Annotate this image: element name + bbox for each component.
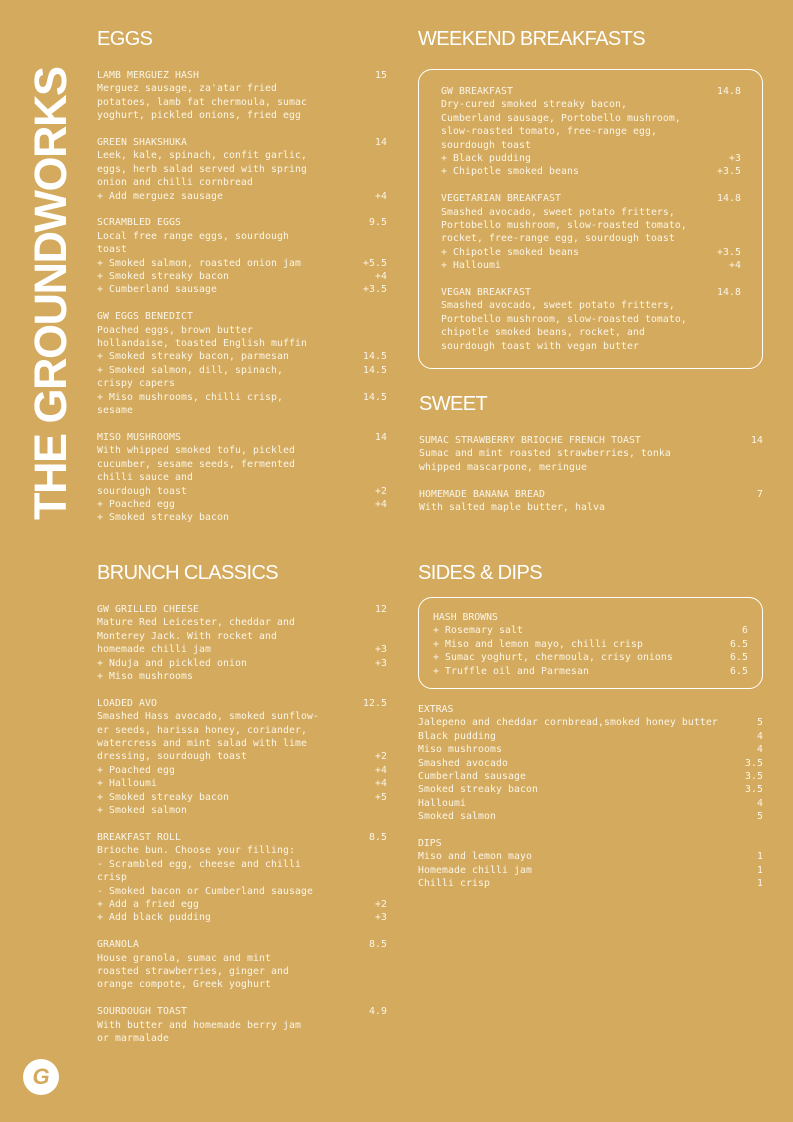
dip-item (418, 850, 763, 863)
item-line-text: toast (97, 244, 127, 256)
item-line-text: er seeds, harissa honey, coriander, (97, 724, 307, 736)
item-line (441, 125, 741, 138)
item-line-price: 14.5 (363, 364, 387, 376)
item-name-price: 14.8 (717, 287, 741, 299)
extra-item (418, 797, 763, 810)
item-name-text: VEGETARIAN BREAKFAST (441, 193, 561, 205)
item-line (97, 1019, 387, 1032)
item-name (441, 85, 741, 98)
extra-item-price: 4 (757, 730, 763, 742)
extra-item (418, 783, 763, 796)
item-line (97, 871, 387, 884)
item-line-text: sesame (97, 405, 133, 417)
item-line-text: eggs, herb salad served with spring (97, 163, 307, 175)
extra-item (418, 730, 763, 743)
hash-brown-option (433, 638, 748, 651)
extra-item-price: 3.5 (745, 771, 763, 783)
item-line-text: or marmalade (97, 1032, 169, 1044)
item-line (97, 791, 387, 804)
item-line (97, 377, 387, 390)
item-line-price: 14.5 (363, 351, 387, 363)
item-line (97, 965, 387, 978)
item-name-text: GW BREAKFAST (441, 86, 513, 97)
item-line-text: Dry-cured smoked streaky bacon, (441, 99, 627, 111)
item-line-text: + Cumberland sausage (97, 284, 217, 296)
item-line (97, 176, 387, 189)
menu-item (97, 310, 387, 417)
item-name-text: GRANOLA (97, 939, 139, 951)
item-line (97, 337, 387, 350)
hash-brown-option (433, 651, 748, 664)
extra-item-text: Jalepeno and cheddar cornbread,smoked honey butter (418, 717, 718, 729)
item-line-text: + Halloumi (97, 778, 157, 790)
item-line-text: + Smoked streaky bacon (97, 271, 229, 283)
item-line-price: +2 (375, 751, 387, 763)
hash-browns-options (433, 624, 748, 678)
item-name-price: 12 (375, 604, 387, 615)
section-title: SIDES & DIPS (418, 562, 542, 584)
item-name (419, 488, 763, 501)
item-line-price: +5 (375, 791, 387, 803)
extra-item-price: 5 (757, 717, 763, 729)
item-name-price: 7 (757, 488, 763, 500)
item-line-text: whipped mascarpone, meringue (419, 461, 587, 473)
item-line (97, 444, 387, 457)
item-line (97, 657, 387, 670)
item-line-text: Leek, kale, spinach, confit garlic, (97, 150, 307, 162)
item-line (97, 163, 387, 176)
dip-item-price: 1 (757, 878, 763, 890)
item-line-price: +4 (375, 498, 387, 510)
item-line-text: Cumberland sausage, Portobello mushroom, (441, 112, 681, 124)
weekend-breakfasts-section (418, 27, 763, 369)
dips-label: DIPS (418, 838, 442, 850)
item-name-price: 4.9 (369, 1006, 387, 1018)
item-line (441, 219, 741, 232)
item-line (441, 299, 741, 312)
item-line (97, 1032, 387, 1045)
item-line-price: +4 (375, 764, 387, 776)
item-name-text: SUMAC STRAWBERRY BRIOCHE FRENCH TOAST (419, 435, 641, 446)
item-line-text: Local free range eggs, sourdough (97, 230, 289, 242)
menu-item (441, 286, 741, 353)
hash-browns-box (418, 597, 763, 689)
item-line (97, 458, 387, 471)
item-line-text: + Smoked salmon, roasted onion jam (97, 257, 301, 269)
item-name-price: 14.8 (717, 193, 741, 205)
brand-title: THE GROUNDWORKS (25, 67, 76, 520)
dip-item (418, 877, 763, 890)
item-name-price: 8.5 (369, 831, 387, 843)
item-line (441, 259, 741, 272)
item-name-price: 14 (751, 435, 763, 446)
item-line-price: +3 (375, 644, 387, 656)
item-line (97, 616, 387, 629)
item-line-text: orange compote, Greek yoghurt (97, 979, 271, 991)
item-line (97, 230, 387, 243)
weekend-box (418, 69, 763, 369)
item-line (441, 165, 741, 178)
item-line (441, 340, 741, 353)
menu-item (97, 697, 387, 818)
item-line (97, 96, 387, 109)
hash-brown-option-price: 6.5 (730, 638, 748, 650)
item-line-text: + Add merguez sausage (97, 190, 223, 202)
item-line-text: + Smoked streaky bacon (97, 512, 229, 524)
item-line-text: + Smoked salmon (97, 805, 187, 817)
item-name (97, 938, 387, 951)
logo-letter: G (32, 1064, 50, 1089)
item-line (441, 232, 741, 245)
item-line (419, 501, 763, 514)
dip-item-text: Chilli crisp (418, 878, 490, 890)
menu-item (97, 1005, 387, 1045)
menu-item (97, 431, 387, 525)
item-name-price: 8.5 (369, 939, 387, 951)
extra-item-text: Miso mushrooms (418, 744, 502, 756)
item-line-price: +4 (375, 271, 387, 283)
item-line (441, 246, 741, 259)
item-name (97, 603, 387, 616)
item-line-text: With salted maple butter, halva (419, 502, 605, 514)
extra-item-text: Smashed avocado (418, 757, 508, 769)
item-line-price: +2 (375, 898, 387, 910)
item-line-text: Monterey Jack. With rocket and (97, 630, 277, 642)
item-line-text: crisp (97, 872, 127, 884)
item-line (97, 350, 387, 363)
item-line (97, 270, 387, 283)
hash-brown-option-price: 6.5 (730, 652, 748, 664)
item-line-text: - Smoked bacon or Cumberland sausage (97, 885, 313, 897)
item-line-text: crispy capers (97, 378, 175, 390)
item-line (97, 82, 387, 95)
extras-block (418, 703, 763, 824)
hash-brown-option-text: + Truffle oil and Parmesan (433, 665, 589, 677)
menu-item (419, 434, 763, 474)
item-line (97, 898, 387, 911)
extra-item (418, 743, 763, 756)
item-line-price: +3.5 (717, 166, 741, 178)
item-line (97, 190, 387, 203)
item-line (97, 911, 387, 924)
extra-item-price: 5 (757, 811, 763, 823)
item-line-text: Smashed avocado, sweet potato fritters, (441, 300, 675, 312)
item-line-text: + Halloumi (441, 260, 501, 272)
item-line-text: Portobello mushroom, slow-roasted tomato, (441, 220, 687, 232)
hash-brown-option (433, 624, 748, 637)
item-line-text: + Nduja and pickled onion (97, 657, 247, 669)
extra-item (418, 716, 763, 729)
item-line (97, 724, 387, 737)
item-line (419, 461, 763, 474)
item-line-text: + Miso mushrooms, chilli crisp, (97, 391, 283, 403)
menu-item (97, 831, 387, 925)
item-line-price: +3 (375, 912, 387, 924)
item-line (97, 777, 387, 790)
item-name (419, 434, 763, 447)
menu-item (97, 69, 387, 123)
item-line-text: chilli sauce and (97, 472, 193, 484)
sides-dips-section (418, 561, 763, 891)
item-line-text: dressing, sourdough toast (97, 751, 247, 763)
item-line (97, 324, 387, 337)
dip-item-price: 1 (757, 864, 763, 876)
menu-item (97, 216, 387, 296)
item-line-price: 14.5 (363, 391, 387, 403)
item-name-text: GREEN SHAKSHUKA (97, 137, 187, 149)
item-name-text: BREAKFAST ROLL (97, 831, 181, 843)
item-line-text: slow-roasted tomato, free-range egg, (441, 126, 657, 138)
item-name (97, 136, 387, 149)
item-line-text: Brioche bun. Choose your filling: (97, 845, 295, 857)
dip-item-text: Miso and lemon mayo (418, 851, 532, 863)
eggs-section (97, 27, 387, 538)
item-name (97, 69, 387, 82)
item-line-text: Merguez sausage, za'atar fried (97, 83, 277, 95)
menu-item (441, 192, 741, 272)
menu-item (441, 85, 741, 179)
item-line-price: +4 (375, 778, 387, 790)
item-name (97, 216, 387, 229)
item-line-text: homemade chilli jam (97, 644, 211, 656)
hash-brown-option-price: 6.5 (730, 665, 748, 677)
item-line-text: + Miso mushrooms (97, 671, 193, 683)
extra-item (418, 770, 763, 783)
item-name (97, 697, 387, 710)
hash-brown-option (433, 665, 748, 678)
dips-block (418, 837, 763, 891)
item-line (97, 498, 387, 511)
item-line-text: + Smoked streaky bacon, parmesan (97, 351, 289, 363)
item-line (97, 404, 387, 417)
item-line (97, 858, 387, 871)
item-line-text: + Chipotle smoked beans (441, 166, 579, 178)
item-line (97, 471, 387, 484)
item-line-text: hollandaise, toasted English muffin (97, 338, 307, 350)
item-line-text: With whipped smoked tofu, pickled (97, 445, 295, 457)
item-line-text: Mature Red Leicester, cheddar and (97, 617, 295, 629)
hash-brown-option-price: 6 (742, 625, 748, 637)
item-name-price: 14.8 (717, 86, 741, 97)
item-line (97, 804, 387, 817)
item-name-price: 9.5 (369, 217, 387, 229)
item-name (441, 286, 741, 299)
item-name (441, 192, 741, 205)
item-line (97, 952, 387, 965)
item-line-text: potatoes, lamb fat chermoula, sumac (97, 96, 307, 108)
item-line-text: roasted strawberries, ginger and (97, 965, 289, 977)
extra-item-price: 3.5 (745, 784, 763, 796)
item-line-text: Portobello mushroom, slow-roasted tomato, (441, 313, 687, 325)
item-line (97, 364, 387, 377)
hash-browns-label: HASH BROWNS (433, 612, 498, 623)
item-line (441, 206, 741, 219)
item-line-text: watercress and mint salad with lime (97, 738, 307, 750)
item-line (97, 885, 387, 898)
item-line-text: Sumac and mint roasted strawberries, tonka (419, 448, 671, 460)
item-line-price: +5.5 (363, 257, 387, 269)
menu-item (97, 938, 387, 992)
item-line-text: Smashed Hass avocado, smoked sunflow- (97, 711, 319, 723)
extra-item-price: 4 (757, 744, 763, 756)
item-line (97, 737, 387, 750)
item-line-text: House granola, sumac and mint (97, 952, 271, 964)
item-line (97, 750, 387, 763)
extras-list (418, 716, 763, 823)
dip-item (418, 864, 763, 877)
item-line-text: Poached eggs, brown butter (97, 324, 253, 336)
item-line-text: yoghurt, pickled onions, fried egg (97, 110, 301, 122)
item-name-text: HOMEMADE BANANA BREAD (419, 488, 545, 500)
item-name (97, 831, 387, 844)
item-name-text: SCRAMBLED EGGS (97, 217, 181, 229)
item-line (97, 630, 387, 643)
extra-item-text: Black pudding (418, 730, 496, 742)
extras-label: EXTRAS (418, 704, 454, 716)
item-line-text: + Poached egg (97, 764, 175, 776)
item-line-text: sourdough toast with vegan butter (441, 340, 639, 352)
item-line (419, 447, 763, 460)
item-line-text: cucumber, sesame seeds, fermented (97, 458, 295, 470)
section-title: SWEET (419, 393, 488, 415)
item-line-text: Smashed avocado, sweet potato fritters, (441, 206, 675, 218)
item-line (97, 257, 387, 270)
extra-item-text: Cumberland sausage (418, 771, 526, 783)
item-line-text: + Poached egg (97, 498, 175, 510)
item-name-text: VEGAN BREAKFAST (441, 287, 531, 299)
item-name-price: 12.5 (363, 697, 387, 709)
item-line-text: + Add black pudding (97, 912, 211, 924)
item-name-price: 15 (375, 70, 387, 81)
section-title: EGGS (97, 28, 153, 50)
item-line (97, 391, 387, 404)
item-line (97, 283, 387, 296)
item-line-text: sourdough toast (97, 485, 187, 497)
item-line-text: sourdough toast (441, 139, 531, 151)
item-line (97, 109, 387, 122)
item-line (441, 139, 741, 152)
dips-list (418, 850, 763, 890)
item-line (441, 112, 741, 125)
hash-brown-option-text: + Miso and lemon mayo, chilli crisp (433, 638, 643, 650)
dip-item-price: 1 (757, 851, 763, 863)
item-line-text: chipotle smoked beans, rocket, and (441, 327, 645, 339)
item-line-text: onion and chilli cornbread (97, 177, 253, 189)
item-name (97, 310, 387, 323)
extra-item-text: Halloumi (418, 797, 466, 809)
item-line-price: +3.5 (363, 284, 387, 296)
hash-brown-option-text: + Sumac yoghurt, chermoula, crisy onions (433, 652, 673, 664)
item-line-price: +4 (375, 190, 387, 202)
item-name-text: LAMB MERGUEZ HASH (97, 70, 199, 81)
item-line (441, 313, 741, 326)
item-line (97, 643, 387, 656)
extra-item (418, 757, 763, 770)
item-line (441, 98, 741, 111)
menu-item (97, 136, 387, 203)
item-line-price: +3 (729, 153, 741, 165)
item-line (441, 152, 741, 165)
item-line (97, 670, 387, 683)
item-line (441, 326, 741, 339)
item-name (97, 1005, 387, 1018)
item-name-price: 14 (375, 431, 387, 443)
item-name-text: LOADED AVO (97, 697, 157, 709)
item-line-text: + Chipotle smoked beans (441, 246, 579, 258)
item-line (97, 243, 387, 256)
item-name (97, 431, 387, 444)
section-title: BRUNCH CLASSICS (97, 562, 279, 584)
extra-item-price: 3.5 (745, 757, 763, 769)
menu-item (419, 488, 763, 515)
menu-item (97, 603, 387, 683)
item-line-text: + Add a fried egg (97, 898, 199, 910)
item-line-price: +4 (729, 260, 741, 272)
item-line (97, 764, 387, 777)
sweet-section (419, 392, 763, 528)
item-name-text: GW EGGS BENEDICT (97, 311, 193, 323)
item-line-text: With butter and homemade berry jam (97, 1019, 301, 1031)
item-name-text: GW GRILLED CHEESE (97, 604, 199, 615)
item-line-text: - Scrambled egg, cheese and chilli (97, 858, 301, 870)
item-line (97, 978, 387, 991)
brunch-classics-section (97, 561, 387, 1059)
item-line (97, 149, 387, 162)
item-name-text: MISO MUSHROOMS (97, 431, 181, 443)
item-line (97, 485, 387, 498)
item-line (97, 710, 387, 723)
item-line (97, 511, 387, 524)
item-line-text: + Black pudding (441, 153, 531, 165)
item-line-price: +3.5 (717, 246, 741, 258)
item-line-text: rocket, free-range egg, sourdough toast (441, 233, 675, 245)
item-line-text: + Smoked streaky bacon (97, 791, 229, 803)
extra-item-text: Smoked salmon (418, 811, 496, 823)
section-title: WEEKEND BREAKFASTS (418, 28, 646, 50)
extra-item (418, 810, 763, 823)
item-name-price: 14 (375, 137, 387, 149)
item-name-text: SOURDOUGH TOAST (97, 1006, 187, 1018)
groundworks-logo-icon (23, 1059, 59, 1095)
item-line-price: +2 (375, 485, 387, 497)
extra-item-price: 4 (757, 797, 763, 809)
item-line (97, 844, 387, 857)
dip-item-text: Homemade chilli jam (418, 864, 532, 876)
item-line-price: +3 (375, 657, 387, 669)
hash-brown-option-text: + Rosemary salt (433, 625, 523, 637)
extra-item-text: Smoked streaky bacon (418, 784, 538, 796)
item-line-text: + Smoked salmon, dill, spinach, (97, 364, 283, 376)
